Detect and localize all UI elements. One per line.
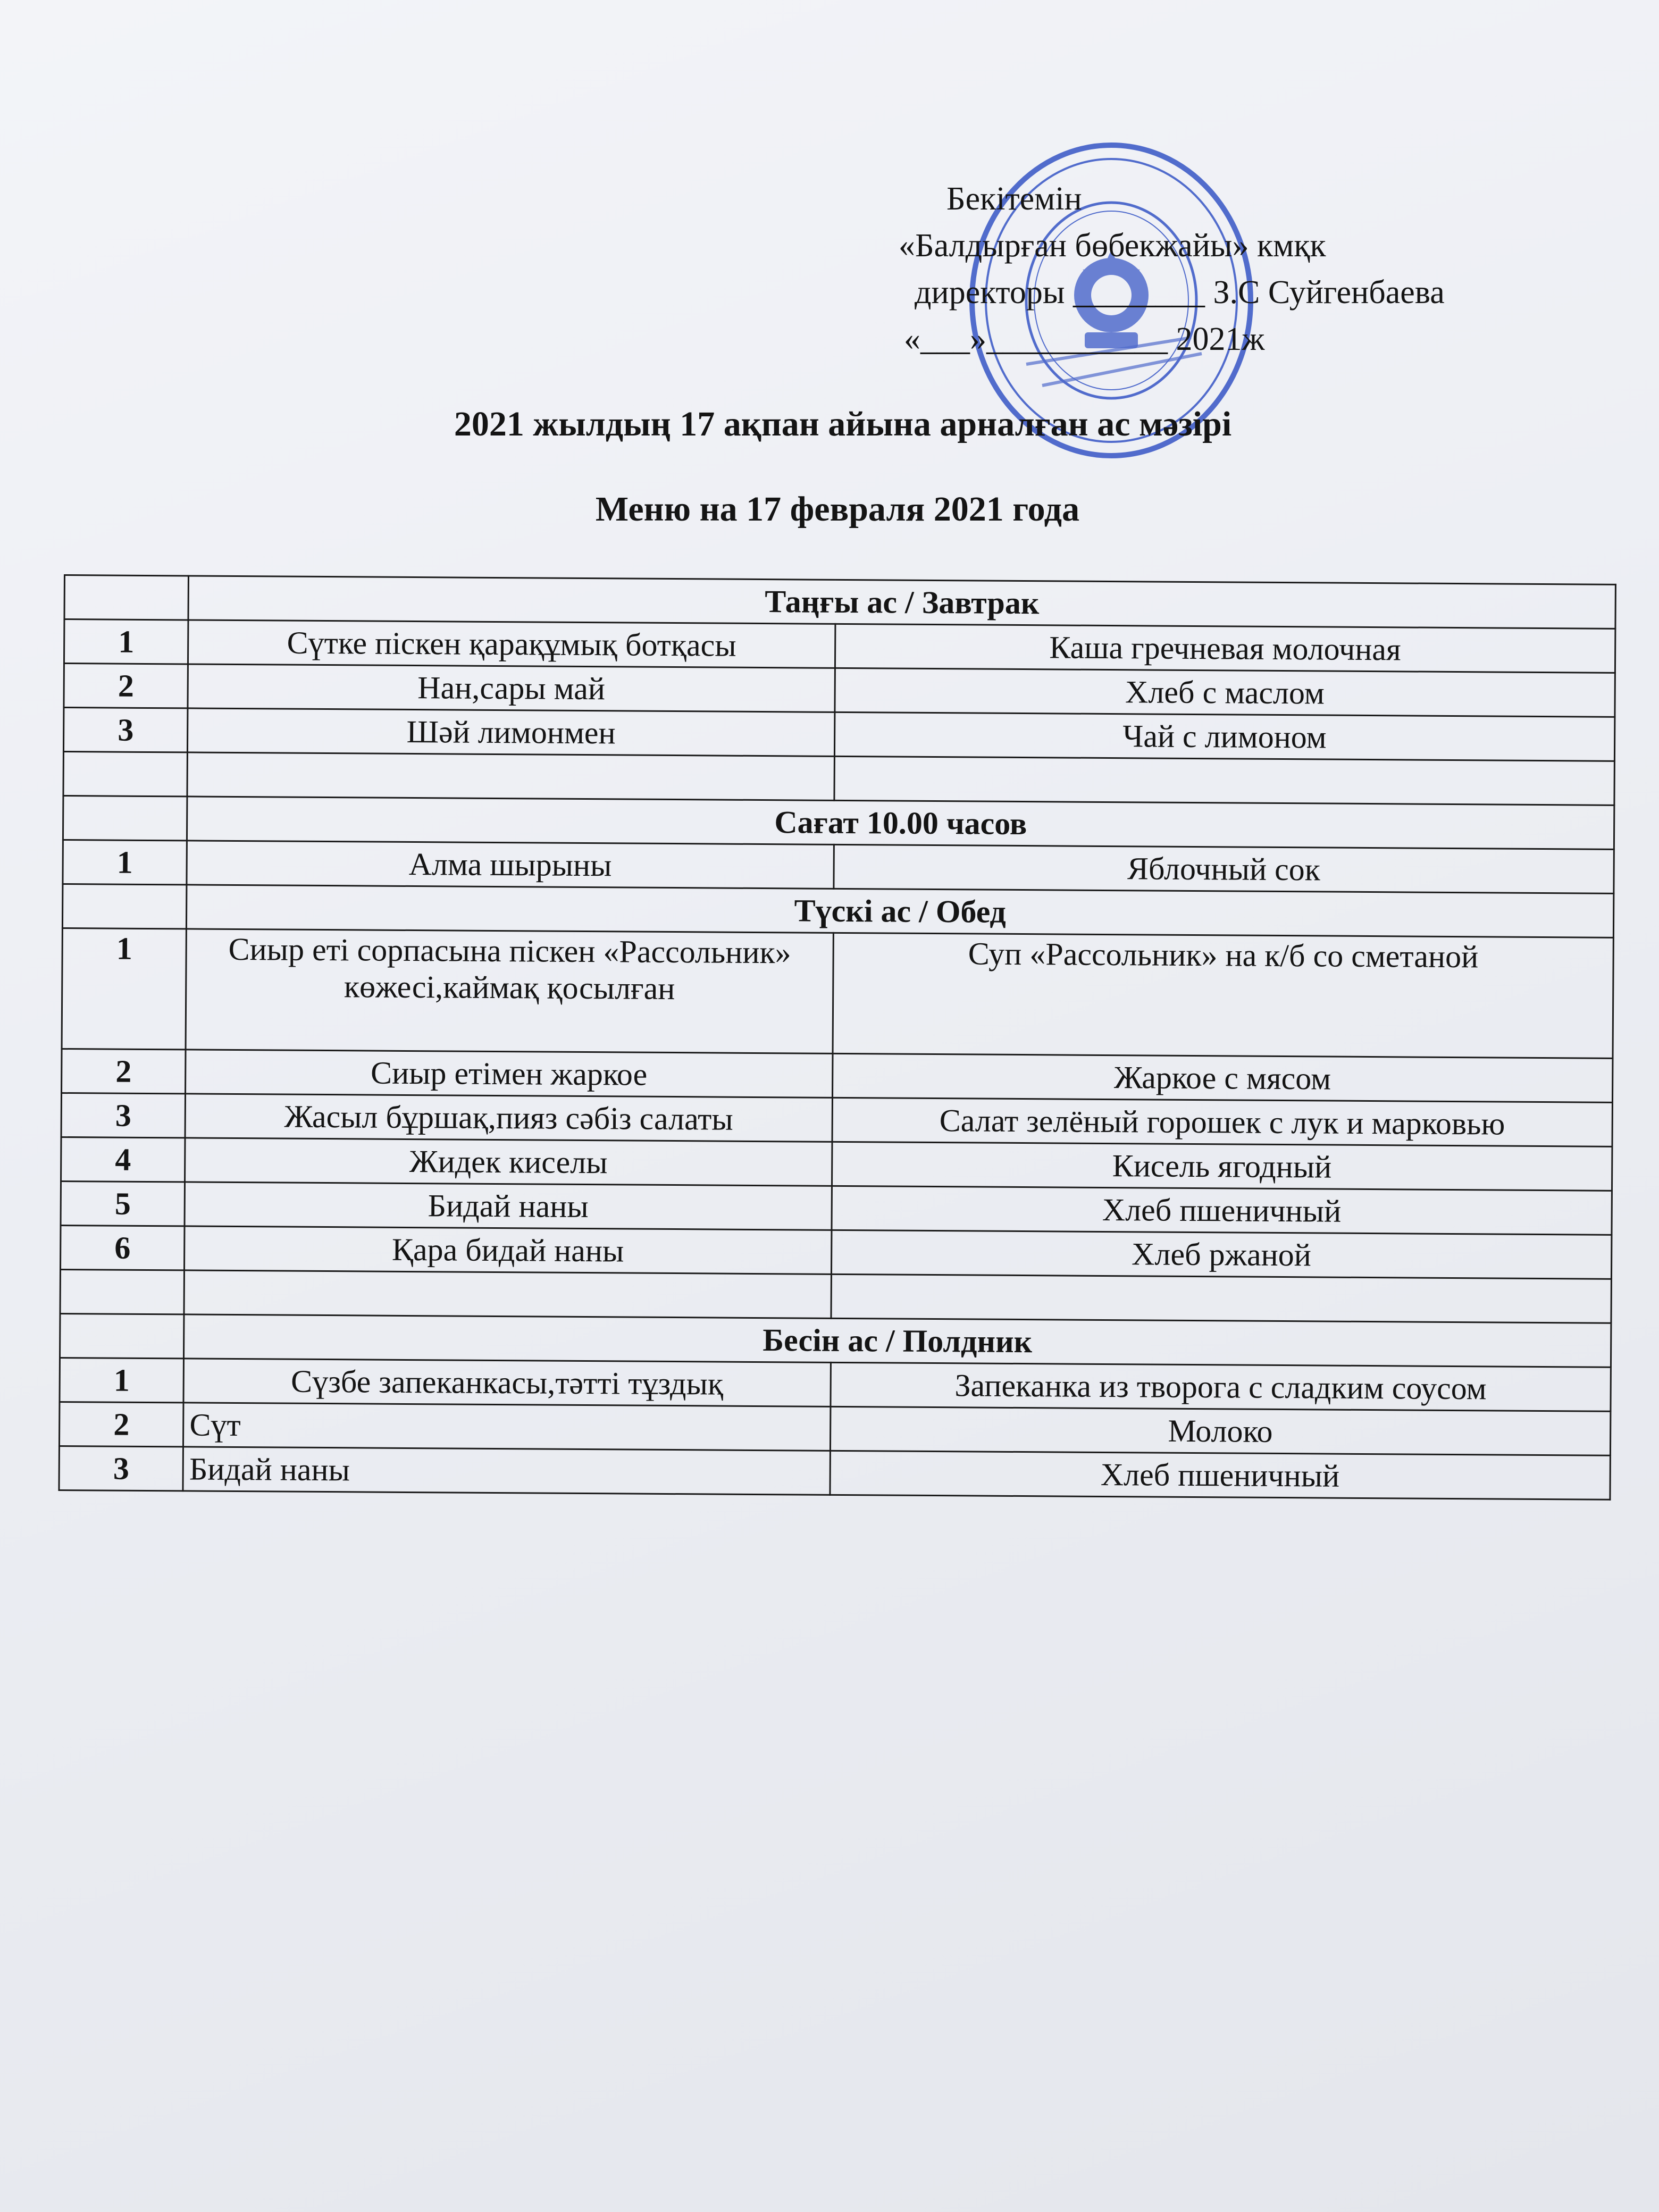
- dish-russian: Салат зелёный горошек с лук и марковью: [832, 1097, 1613, 1146]
- dish-russian: Молоко: [830, 1406, 1611, 1455]
- dish-kazakh: Жасыл бұршақ,пияз сәбіз салаты: [185, 1094, 832, 1142]
- dish-kazakh: Сүт: [183, 1403, 831, 1451]
- dish-russian: [834, 756, 1615, 805]
- row-number: 4: [61, 1137, 186, 1182]
- menu-title-russian: Меню на 17 февраля 2021 года: [595, 490, 1080, 529]
- row-number: [60, 1269, 185, 1314]
- approval-line-date: «___»___________ 2021ж: [904, 321, 1265, 357]
- dish-russian: Жаркое с мясом: [832, 1053, 1613, 1102]
- dish-kazakh: Қара бидай наны: [185, 1226, 832, 1274]
- dish-kazakh: Бидай наны: [185, 1182, 832, 1230]
- approval-block: [883, 175, 1574, 363]
- table-row: [62, 928, 1613, 1058]
- dish-russian: Кисель ягодный: [832, 1142, 1612, 1191]
- section-number-cell: [63, 796, 187, 841]
- row-number: 1: [64, 619, 188, 664]
- dish-russian: [831, 1274, 1612, 1323]
- row-number: 1: [63, 840, 187, 884]
- dish-kazakh: Бидай наны: [183, 1447, 830, 1495]
- dish-kazakh: [184, 1270, 831, 1318]
- dish-kazakh: [187, 752, 834, 800]
- section-title: Таңғы ас / Завтрак: [188, 576, 1615, 629]
- dish-kazakh: Сиыр етімен жаркое: [186, 1050, 833, 1097]
- row-number: 2: [64, 664, 188, 708]
- dish-russian: Чай с лимоном: [834, 712, 1615, 761]
- section-number-cell: [62, 884, 187, 928]
- approval-line-director: директоры ________ З.С Суйгенбаева: [915, 274, 1445, 311]
- section-number-cell: [64, 575, 189, 620]
- row-number: 3: [63, 708, 188, 752]
- dish-russian: Хлеб с маслом: [835, 668, 1615, 717]
- dish-russian: Каша гречневая молочная: [835, 624, 1615, 673]
- dish-kazakh: Жидек киселы: [185, 1138, 832, 1186]
- approval-line-org: «Балдырған бөбекжайы» кмқк: [899, 228, 1326, 264]
- row-number: 6: [61, 1225, 185, 1270]
- dish-kazakh: Нан,сары май: [188, 664, 835, 712]
- row-number: 2: [62, 1049, 186, 1093]
- row-number: 3: [61, 1093, 186, 1137]
- table-row: [59, 1446, 1610, 1499]
- menu-table: [58, 574, 1616, 1501]
- row-number: 5: [61, 1181, 185, 1226]
- section-title: Сағат 10.00 часов: [187, 797, 1614, 849]
- dish-russian: Запеканка из творога с сладким соусом: [831, 1362, 1611, 1411]
- dish-kazakh: Сиыр еті сорпасына піскен «Рассольник» көжесі,каймақ қосылған: [186, 929, 833, 1053]
- dish-russian: Хлеб пшеничный: [830, 1451, 1611, 1499]
- dish-russian: Хлеб ржаной: [831, 1230, 1612, 1279]
- dish-russian: Яблочный сок: [834, 844, 1614, 893]
- dish-kazakh: Сүтке піскен қарақұмық ботқасы: [188, 620, 835, 668]
- row-number: 1: [62, 928, 187, 1049]
- dish-kazakh: Алма шырыны: [187, 841, 834, 889]
- dish-kazakh: Шәй лимонмен: [188, 708, 835, 756]
- row-number: 1: [60, 1358, 184, 1402]
- dish-russian: Хлеб пшеничный: [832, 1186, 1612, 1235]
- row-number: [63, 752, 188, 797]
- approval-line-approve: Бекітемін: [946, 181, 1082, 217]
- dish-russian: Суп «Рассольник» на к/б со сметаной: [833, 933, 1614, 1058]
- row-number: 3: [59, 1446, 183, 1490]
- menu-title-kazakh: 2021 жылдың 17 ақпан айына арналған ас мәзірі: [454, 405, 1232, 443]
- section-title: Бесін ас / Полдник: [184, 1314, 1611, 1367]
- section-number-cell: [60, 1313, 184, 1358]
- section-title: Түскі ас / Обед: [187, 885, 1614, 937]
- row-number: 2: [59, 1402, 183, 1446]
- dish-kazakh: Сүзбе запеканкасы,тәтті тұздық: [183, 1359, 831, 1406]
